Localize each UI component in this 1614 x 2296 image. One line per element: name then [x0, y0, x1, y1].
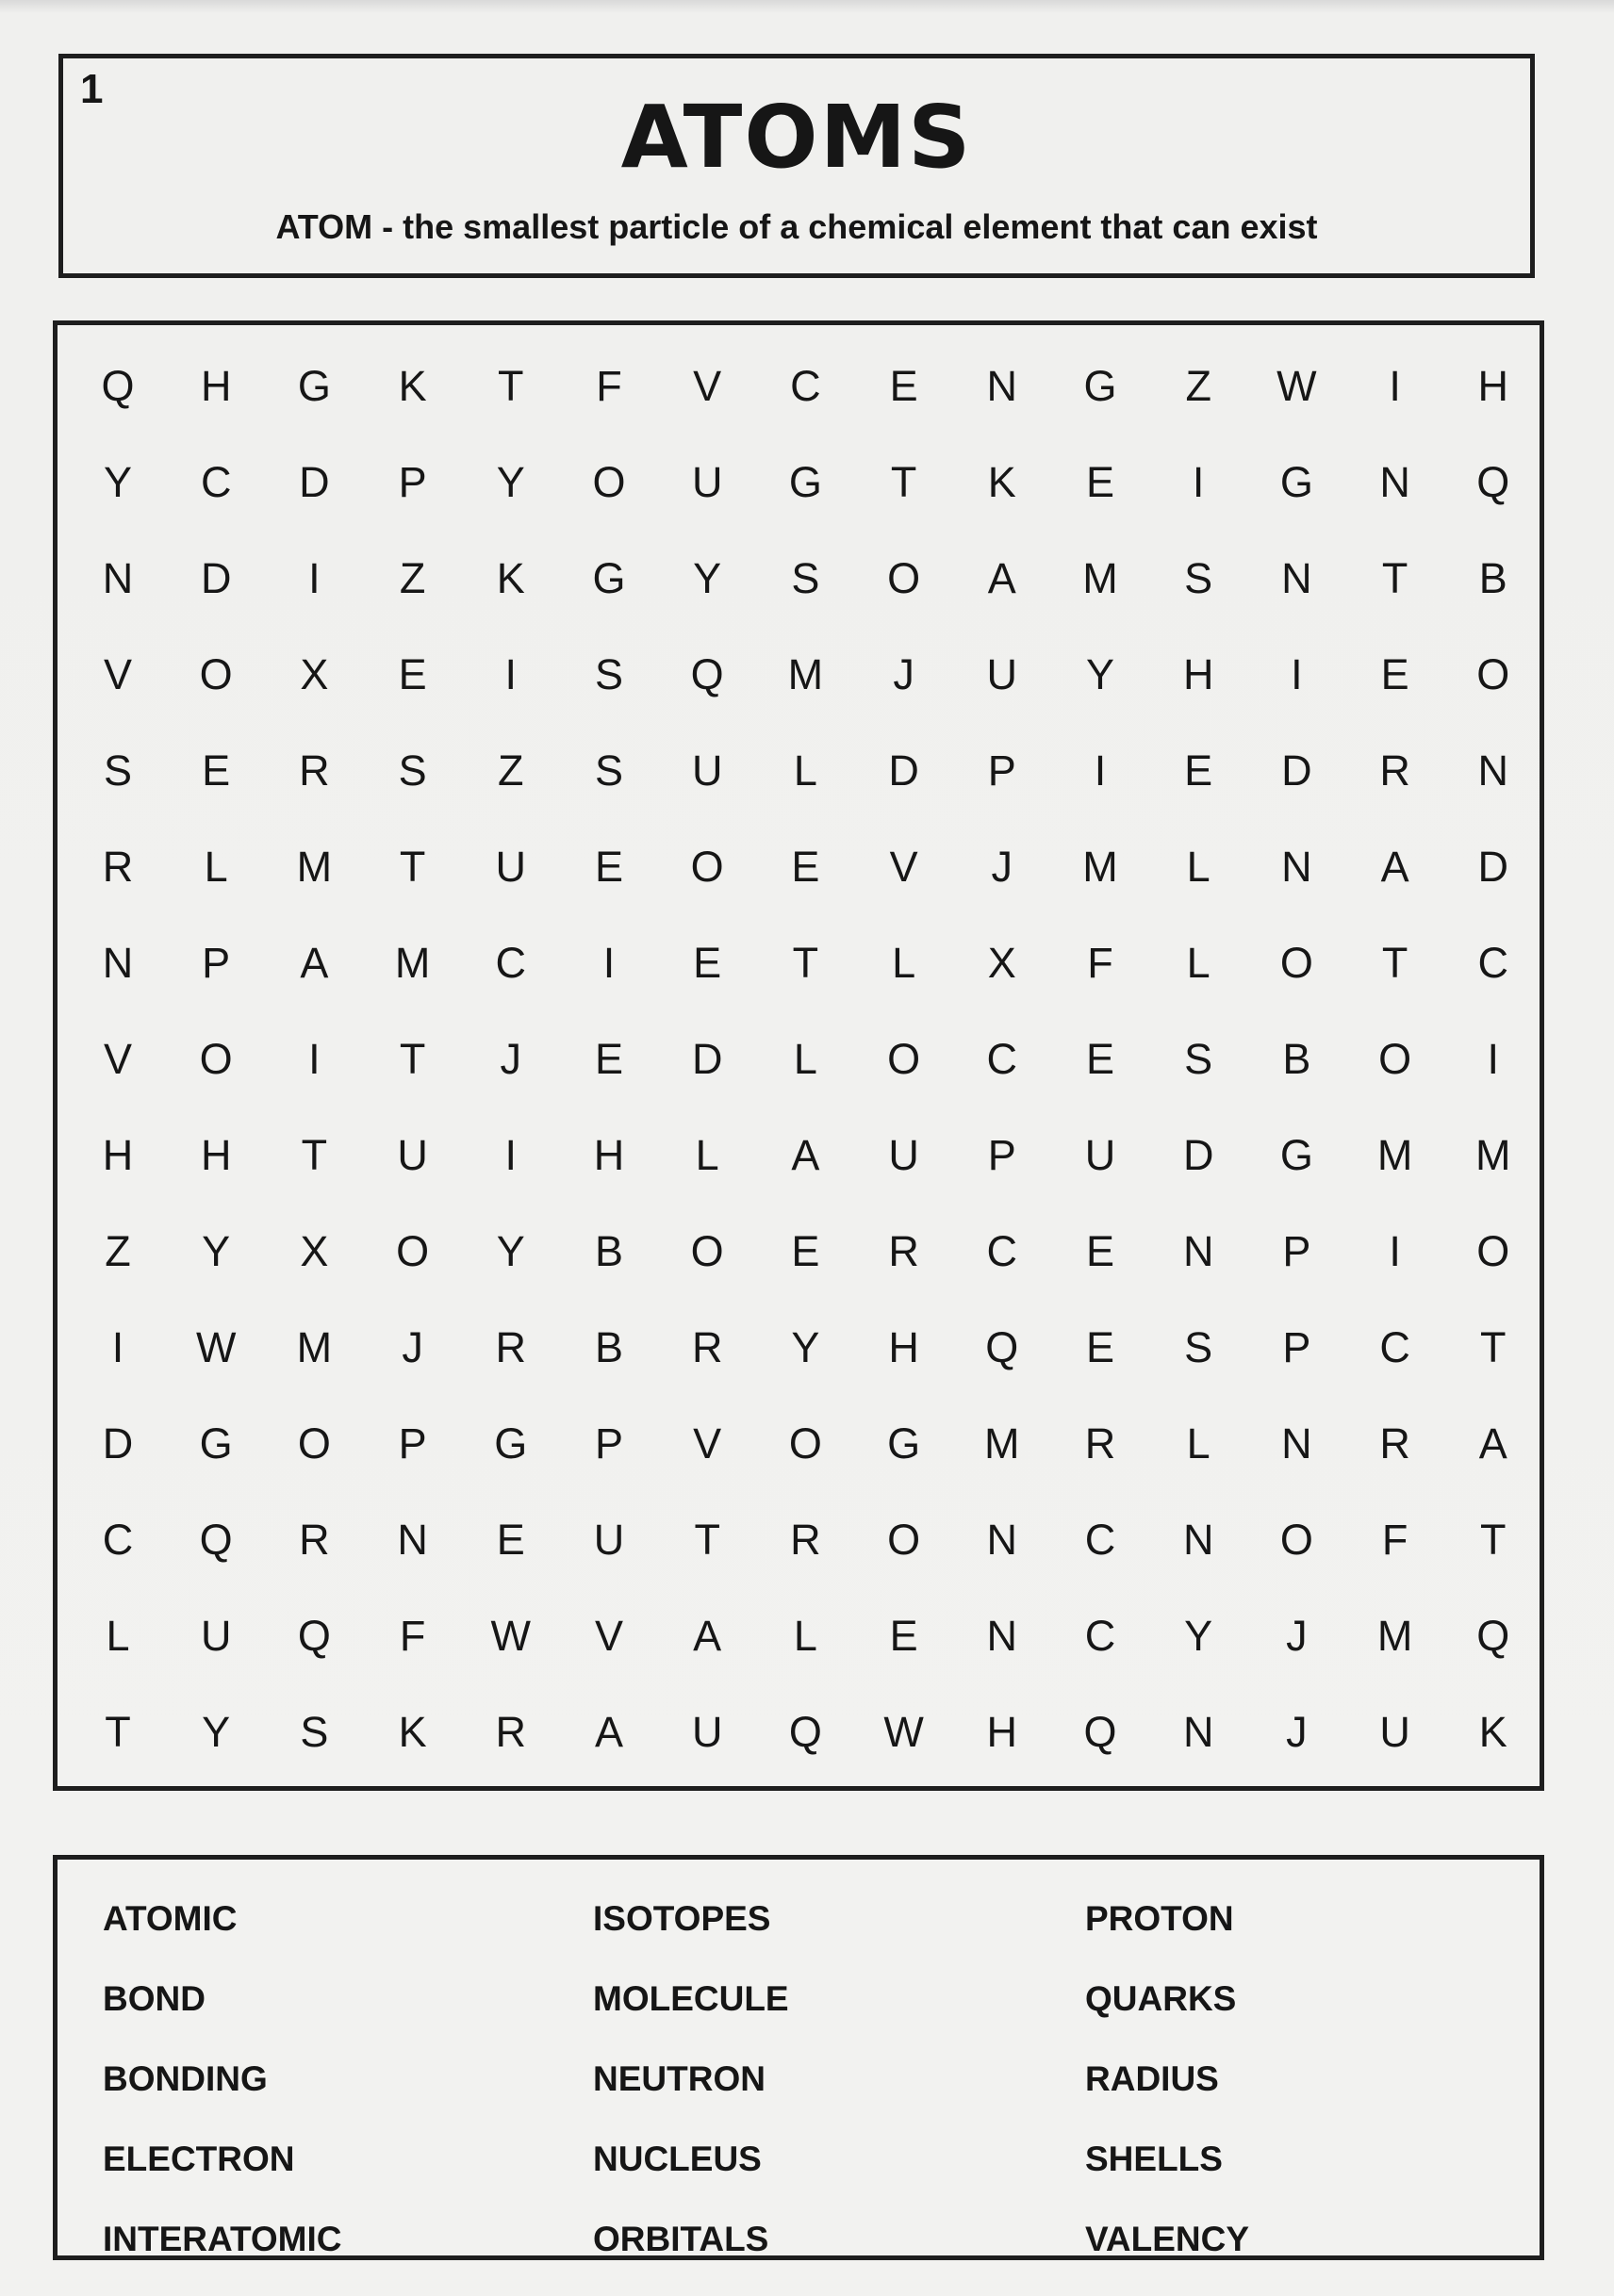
- grid-letter[interactable]: M: [296, 1323, 333, 1371]
- grid-letter[interactable]: D: [888, 746, 919, 795]
- grid-letter[interactable]: V: [889, 843, 918, 891]
- grid-letter[interactable]: R: [102, 843, 134, 891]
- grid-letter[interactable]: U: [1084, 1131, 1116, 1179]
- grid-letter[interactable]: E: [889, 1612, 918, 1660]
- word-list-item: ATOMIC: [103, 1899, 238, 1938]
- letter-grid-box: [53, 320, 1544, 1791]
- grid-letter[interactable]: R: [299, 1516, 330, 1564]
- grid-letter[interactable]: T: [301, 1131, 328, 1179]
- grid-letter[interactable]: P: [987, 746, 1016, 795]
- word-list-column-2: [593, 1878, 789, 2279]
- grid-letter[interactable]: O: [297, 1419, 331, 1468]
- grid-letter[interactable]: L: [204, 843, 228, 891]
- grid-letter[interactable]: E: [496, 1516, 525, 1564]
- grid-letter[interactable]: W: [1276, 362, 1317, 410]
- grid-letter[interactable]: U: [200, 1612, 232, 1660]
- grid-letter[interactable]: P: [1282, 1227, 1311, 1275]
- grid-letter[interactable]: T: [399, 1035, 426, 1083]
- grid-letter[interactable]: O: [1476, 650, 1510, 698]
- grid-letter[interactable]: Y: [103, 458, 132, 506]
- grid-letter[interactable]: I: [1487, 1035, 1500, 1083]
- grid-letter[interactable]: Q: [101, 362, 135, 410]
- grid-letter[interactable]: N: [1281, 843, 1312, 891]
- grid-letter[interactable]: H: [986, 1708, 1018, 1756]
- word-list-item: ELECTRON: [103, 2140, 295, 2178]
- word-list-item: ORBITALS: [593, 2220, 769, 2258]
- grid-letter[interactable]: E: [693, 939, 722, 987]
- grid-letter[interactable]: X: [300, 650, 329, 698]
- grid-letter[interactable]: N: [1477, 746, 1509, 795]
- word-list-item: MOLECULE: [593, 1979, 789, 2018]
- grid-letter[interactable]: D: [102, 1419, 134, 1468]
- grid-letter[interactable]: G: [887, 1419, 921, 1468]
- grid-letter[interactable]: V: [594, 1612, 623, 1660]
- grid-letter[interactable]: M: [296, 843, 333, 891]
- grid-letter[interactable]: P: [398, 458, 427, 506]
- grid-letter[interactable]: Y: [202, 1708, 231, 1756]
- grid-letter[interactable]: N: [986, 362, 1018, 410]
- grid-letter[interactable]: H: [593, 1131, 625, 1179]
- grid-letter[interactable]: H: [102, 1131, 134, 1179]
- grid-letter[interactable]: I: [504, 1131, 518, 1179]
- grid-letter[interactable]: E: [1380, 650, 1409, 698]
- grid-letter[interactable]: Q: [690, 650, 724, 698]
- grid-letter[interactable]: G: [199, 1419, 233, 1468]
- grid-letter[interactable]: N: [1182, 1708, 1214, 1756]
- grid-letter[interactable]: A: [594, 1708, 623, 1756]
- page-title: ATOMS: [620, 87, 973, 188]
- grid-letter[interactable]: I: [1291, 650, 1303, 698]
- grid-letter[interactable]: R: [1379, 746, 1410, 795]
- grid-letter[interactable]: F: [1087, 939, 1113, 987]
- grid-letter[interactable]: O: [592, 458, 626, 506]
- word-list-item: INTERATOMIC: [103, 2220, 342, 2258]
- word-list-item: NUCLEUS: [593, 2140, 762, 2178]
- grid-letter[interactable]: T: [498, 362, 524, 410]
- grid-letter[interactable]: Q: [788, 1708, 822, 1756]
- word-list-item: VALENCY: [1085, 2220, 1250, 2258]
- grid-letter[interactable]: I: [1094, 746, 1107, 795]
- grid-letter[interactable]: C: [1084, 1612, 1116, 1660]
- grid-letter[interactable]: W: [490, 1612, 532, 1660]
- grid-letter[interactable]: D: [1477, 843, 1509, 891]
- grid-letter[interactable]: E: [889, 362, 918, 410]
- grid-letter[interactable]: L: [793, 1035, 817, 1083]
- word-list-column-1: [103, 1878, 342, 2279]
- grid-letter[interactable]: R: [888, 1227, 919, 1275]
- grid-letter[interactable]: C: [1379, 1323, 1410, 1371]
- grid-letter[interactable]: O: [199, 1035, 233, 1083]
- definition-text: ATOM - the smallest particle of a chemical element that can exist: [275, 207, 1318, 246]
- grid-letter[interactable]: H: [200, 362, 232, 410]
- word-list-item: BOND: [103, 1979, 206, 2018]
- grid-letter[interactable]: T: [1480, 1323, 1507, 1371]
- grid-letter[interactable]: F: [1381, 1516, 1408, 1564]
- grid-letter[interactable]: Q: [1476, 458, 1510, 506]
- grid-letter[interactable]: D: [299, 458, 330, 506]
- grid-letter[interactable]: Z: [1185, 362, 1211, 410]
- grid-letter[interactable]: O: [396, 1227, 430, 1275]
- header-box: [58, 54, 1535, 278]
- grid-letter[interactable]: N: [1281, 554, 1312, 602]
- grid-letter[interactable]: G: [494, 1419, 528, 1468]
- grid-letter[interactable]: M: [1475, 1131, 1511, 1179]
- grid-letter[interactable]: U: [1379, 1708, 1410, 1756]
- grid-letter[interactable]: I: [1192, 458, 1205, 506]
- grid-letter[interactable]: G: [1279, 1131, 1313, 1179]
- grid-letter[interactable]: K: [496, 554, 525, 602]
- grid-letter[interactable]: N: [102, 939, 134, 987]
- grid-letter[interactable]: I: [1389, 362, 1401, 410]
- grid-letter[interactable]: L: [892, 939, 916, 987]
- grid-letter[interactable]: P: [1282, 1323, 1311, 1371]
- grid-letter[interactable]: G: [1279, 458, 1313, 506]
- grid-letter[interactable]: F: [596, 362, 622, 410]
- grid-letter[interactable]: A: [791, 1131, 820, 1179]
- grid-letter[interactable]: S: [791, 554, 820, 602]
- grid-letter[interactable]: V: [693, 362, 722, 410]
- word-list-box: [53, 1855, 1544, 2260]
- grid-letter[interactable]: E: [398, 650, 427, 698]
- grid-letter[interactable]: U: [691, 746, 723, 795]
- grid-letter[interactable]: U: [691, 458, 723, 506]
- grid-letter[interactable]: P: [202, 939, 231, 987]
- grid-letter[interactable]: Z: [498, 746, 524, 795]
- grid-letter[interactable]: C: [200, 458, 232, 506]
- word-list-item: PROTON: [1085, 1899, 1234, 1938]
- grid-letter[interactable]: T: [1381, 554, 1408, 602]
- grid-letter[interactable]: R: [495, 1323, 527, 1371]
- grid-letter[interactable]: T: [399, 843, 426, 891]
- letter-grid: [58, 325, 1540, 1786]
- grid-letter[interactable]: D: [691, 1035, 723, 1083]
- grid-letter[interactable]: N: [1182, 1227, 1214, 1275]
- grid-letter[interactable]: G: [1083, 362, 1117, 410]
- grid-letter[interactable]: N: [986, 1516, 1018, 1564]
- grid-letter[interactable]: G: [297, 362, 331, 410]
- grid-letter[interactable]: K: [398, 362, 427, 410]
- grid-letter[interactable]: Z: [399, 554, 426, 602]
- grid-letter[interactable]: U: [495, 843, 527, 891]
- grid-letter[interactable]: M: [787, 650, 824, 698]
- word-list-item: QUARKS: [1085, 1979, 1237, 2018]
- grid-letter[interactable]: D: [1182, 1131, 1214, 1179]
- grid-letter[interactable]: L: [106, 1612, 130, 1660]
- grid-letter[interactable]: Y: [496, 1227, 525, 1275]
- grid-letter[interactable]: Y: [1184, 1612, 1213, 1660]
- grid-letter[interactable]: O: [887, 1516, 921, 1564]
- grid-letter[interactable]: P: [594, 1419, 623, 1468]
- grid-letter[interactable]: B: [594, 1323, 623, 1371]
- grid-letter[interactable]: M: [1082, 843, 1118, 891]
- grid-letter[interactable]: T: [890, 458, 917, 506]
- grid-letter[interactable]: O: [1476, 1227, 1510, 1275]
- grid-letter[interactable]: Q: [1476, 1612, 1510, 1660]
- grid-letter[interactable]: J: [1286, 1708, 1308, 1756]
- grid-letter[interactable]: F: [399, 1612, 426, 1660]
- grid-letter[interactable]: D: [1281, 746, 1312, 795]
- grid-letter[interactable]: G: [592, 554, 626, 602]
- grid-letter[interactable]: C: [1084, 1516, 1116, 1564]
- grid-letter[interactable]: I: [111, 1323, 124, 1371]
- grid-letter[interactable]: O: [887, 554, 921, 602]
- grid-letter[interactable]: I: [1389, 1227, 1401, 1275]
- grid-letter[interactable]: B: [1478, 554, 1507, 602]
- grid-letter[interactable]: Y: [693, 554, 722, 602]
- grid-letter[interactable]: E: [1085, 1227, 1114, 1275]
- grid-letter[interactable]: O: [199, 650, 233, 698]
- grid-letter[interactable]: H: [888, 1323, 919, 1371]
- grid-letter[interactable]: R: [1379, 1419, 1410, 1468]
- grid-letter[interactable]: T: [1480, 1516, 1507, 1564]
- grid-letter[interactable]: W: [195, 1323, 237, 1371]
- grid-letter[interactable]: C: [986, 1227, 1018, 1275]
- grid-letter[interactable]: A: [300, 939, 329, 987]
- grid-letter[interactable]: R: [495, 1708, 527, 1756]
- grid-letter[interactable]: M: [1082, 554, 1118, 602]
- grid-letter[interactable]: R: [790, 1516, 821, 1564]
- grid-letter[interactable]: T: [792, 939, 819, 987]
- grid-letter[interactable]: J: [402, 1323, 423, 1371]
- grid-letter[interactable]: E: [202, 746, 231, 795]
- word-list-item: SHELLS: [1085, 2140, 1223, 2178]
- grid-letter[interactable]: I: [602, 939, 616, 987]
- grid-letter[interactable]: L: [793, 1612, 817, 1660]
- grid-letter[interactable]: X: [300, 1227, 329, 1275]
- grid-letter[interactable]: U: [593, 1516, 625, 1564]
- grid-letter[interactable]: N: [397, 1516, 428, 1564]
- grid-letter[interactable]: A: [1380, 843, 1409, 891]
- grid-letter[interactable]: Q: [985, 1323, 1019, 1371]
- grid-letter[interactable]: A: [693, 1612, 722, 1660]
- grid-letter[interactable]: O: [1378, 1035, 1412, 1083]
- grid-letter[interactable]: P: [987, 1131, 1016, 1179]
- grid-letter[interactable]: J: [991, 843, 1013, 891]
- grid-letter[interactable]: A: [987, 554, 1016, 602]
- grid-letter[interactable]: M: [394, 939, 431, 987]
- grid-letter[interactable]: E: [1184, 746, 1213, 795]
- grid-letter[interactable]: L: [695, 1131, 719, 1179]
- grid-letter[interactable]: H: [200, 1131, 232, 1179]
- grid-letter[interactable]: X: [987, 939, 1016, 987]
- grid-letter[interactable]: E: [1085, 1323, 1114, 1371]
- grid-letter[interactable]: N: [986, 1612, 1018, 1660]
- grid-letter[interactable]: C: [1477, 939, 1509, 987]
- grid-letter[interactable]: Y: [791, 1323, 820, 1371]
- grid-letter[interactable]: L: [1186, 939, 1210, 987]
- grid-letter[interactable]: U: [888, 1131, 919, 1179]
- grid-letter[interactable]: U: [691, 1708, 723, 1756]
- grid-letter[interactable]: T: [1381, 939, 1408, 987]
- grid-letter[interactable]: C: [986, 1035, 1018, 1083]
- grid-letter[interactable]: C: [790, 362, 821, 410]
- grid-letter[interactable]: S: [103, 746, 132, 795]
- grid-letter[interactable]: H: [1477, 362, 1509, 410]
- grid-letter[interactable]: O: [788, 1419, 822, 1468]
- grid-letter[interactable]: J: [1286, 1612, 1308, 1660]
- grid-letter[interactable]: L: [1186, 843, 1210, 891]
- grid-letter[interactable]: L: [793, 746, 817, 795]
- grid-letter[interactable]: I: [308, 554, 321, 602]
- grid-letter[interactable]: O: [1279, 1516, 1313, 1564]
- grid-letter[interactable]: E: [1085, 458, 1114, 506]
- grid-letter[interactable]: K: [398, 1708, 427, 1756]
- grid-letter[interactable]: O: [887, 1035, 921, 1083]
- grid-letter[interactable]: V: [693, 1419, 722, 1468]
- grid-letter[interactable]: L: [1186, 1419, 1210, 1468]
- grid-letter[interactable]: S: [594, 746, 623, 795]
- grid-letter[interactable]: K: [987, 458, 1016, 506]
- grid-letter[interactable]: E: [594, 843, 623, 891]
- grid-letter[interactable]: E: [791, 1227, 820, 1275]
- word-list-item: ISOTOPES: [593, 1899, 771, 1938]
- word-list-item: RADIUS: [1085, 2059, 1219, 2098]
- grid-letter[interactable]: M: [1376, 1131, 1413, 1179]
- grid-letter[interactable]: I: [308, 1035, 321, 1083]
- grid-letter[interactable]: O: [690, 1227, 724, 1275]
- grid-letter[interactable]: P: [398, 1419, 427, 1468]
- grid-letter[interactable]: E: [1085, 1035, 1114, 1083]
- grid-letter[interactable]: V: [103, 1035, 132, 1083]
- grid-letter[interactable]: O: [690, 843, 724, 891]
- grid-letter[interactable]: S: [300, 1708, 329, 1756]
- grid-letter[interactable]: M: [1376, 1612, 1413, 1660]
- grid-letter[interactable]: O: [1279, 939, 1313, 987]
- word-list-item: BONDING: [103, 2059, 268, 2098]
- grid-letter[interactable]: R: [1084, 1419, 1116, 1468]
- grid-letter[interactable]: Z: [105, 1227, 131, 1275]
- grid-letter[interactable]: A: [1478, 1419, 1507, 1468]
- grid-letter[interactable]: I: [504, 650, 518, 698]
- grid-letter[interactable]: U: [397, 1131, 428, 1179]
- grid-letter[interactable]: S: [1184, 1323, 1213, 1371]
- grid-letter[interactable]: R: [299, 746, 330, 795]
- grid-letter[interactable]: S: [594, 650, 623, 698]
- grid-letter[interactable]: J: [893, 650, 914, 698]
- grid-letter[interactable]: N: [1379, 458, 1410, 506]
- word-list-item: NEUTRON: [593, 2059, 766, 2098]
- grid-letter[interactable]: S: [1184, 554, 1213, 602]
- grid-letter[interactable]: M: [984, 1419, 1020, 1468]
- grid-letter[interactable]: G: [788, 458, 822, 506]
- word-list-column-3: [1085, 1878, 1249, 2279]
- grid-letter[interactable]: Y: [1085, 650, 1114, 698]
- grid-letter[interactable]: T: [694, 1516, 720, 1564]
- page-number: 1: [80, 66, 104, 112]
- grid-letter[interactable]: N: [1281, 1419, 1312, 1468]
- grid-letter[interactable]: E: [594, 1035, 623, 1083]
- grid-letter[interactable]: V: [103, 650, 132, 698]
- grid-letter[interactable]: R: [691, 1323, 723, 1371]
- grid-letter[interactable]: B: [1282, 1035, 1311, 1083]
- grid-letter[interactable]: Y: [202, 1227, 231, 1275]
- grid-letter[interactable]: T: [105, 1708, 131, 1756]
- grid-letter[interactable]: Q: [297, 1612, 331, 1660]
- grid-letter[interactable]: W: [883, 1708, 924, 1756]
- grid-letter[interactable]: S: [1184, 1035, 1213, 1083]
- grid-letter[interactable]: E: [791, 843, 820, 891]
- grid-letter[interactable]: J: [500, 1035, 522, 1083]
- grid-letter[interactable]: C: [495, 939, 527, 987]
- grid-letter[interactable]: N: [1182, 1516, 1214, 1564]
- grid-letter[interactable]: B: [594, 1227, 623, 1275]
- grid-letter[interactable]: Q: [199, 1516, 233, 1564]
- grid-letter[interactable]: U: [986, 650, 1018, 698]
- grid-letter[interactable]: H: [1182, 650, 1214, 698]
- grid-letter[interactable]: K: [1478, 1708, 1507, 1756]
- grid-letter[interactable]: Y: [496, 458, 525, 506]
- grid-letter[interactable]: N: [102, 554, 134, 602]
- grid-letter[interactable]: Q: [1083, 1708, 1117, 1756]
- grid-letter[interactable]: D: [200, 554, 232, 602]
- grid-letter[interactable]: C: [102, 1516, 134, 1564]
- grid-letter[interactable]: S: [398, 746, 427, 795]
